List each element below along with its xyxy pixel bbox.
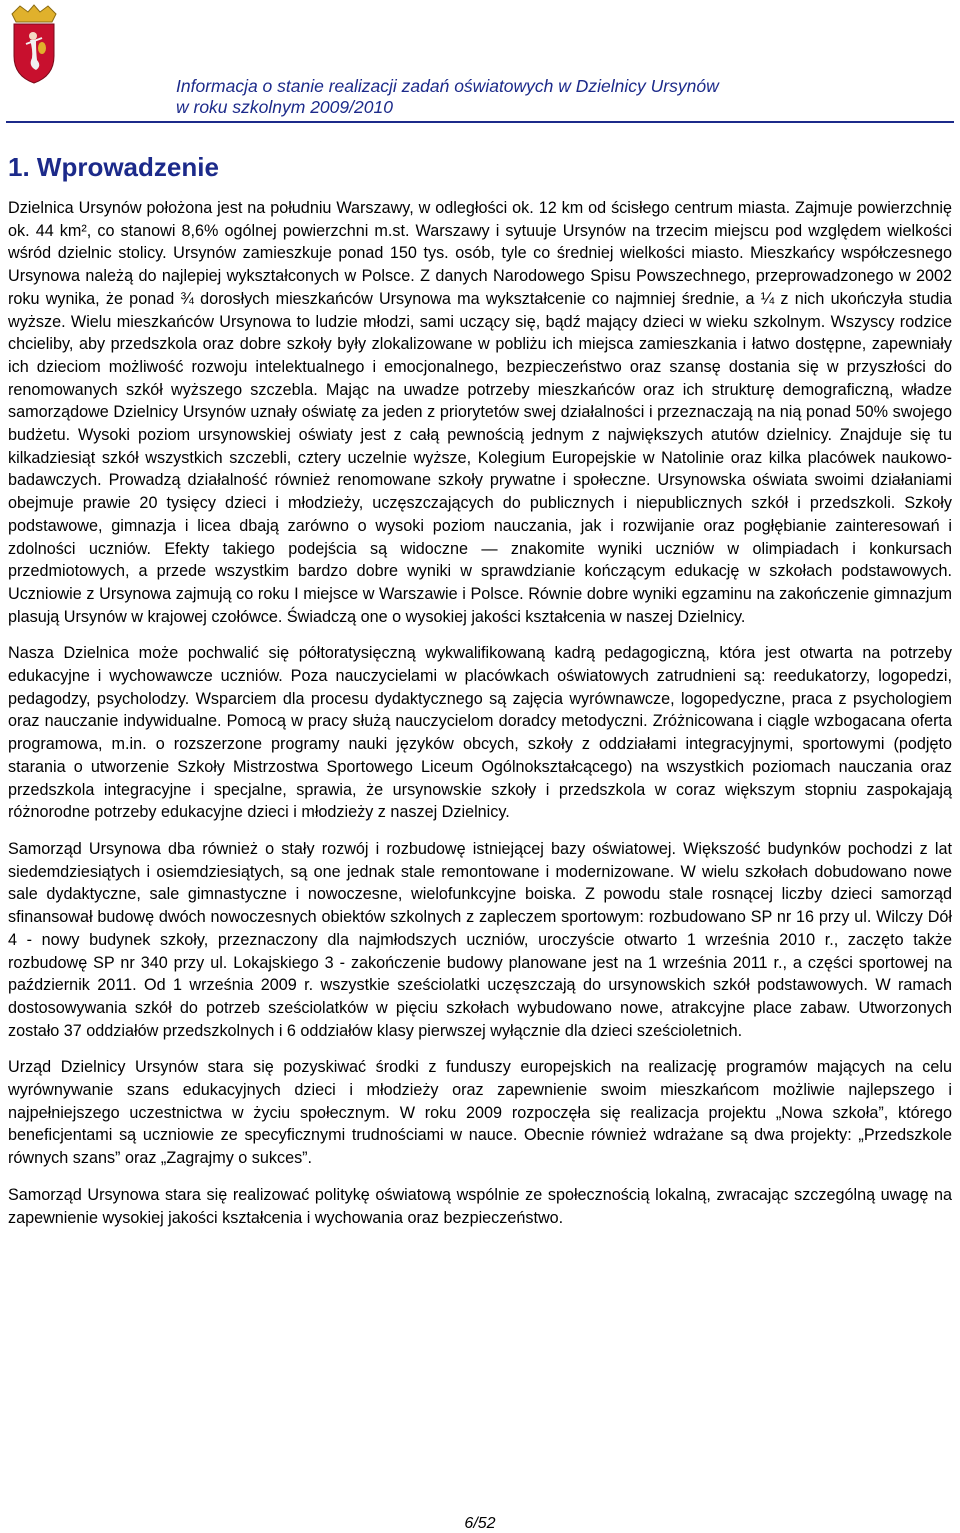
- paragraph-community-policy: Samorząd Ursynowa stara się realizować politykę oświatową wspólnie ze społecznością lokalną, zwracając szczególną uwagę na zapewnienie wysokiej jakości kształcenia i wychowania oraz bezpieczeństwo.: [8, 1185, 952, 1227]
- header-title: Informacja o stanie realizacji zadań oświatowych w Dzielnicy Ursynów: [176, 76, 719, 96]
- main-content: [8, 197, 952, 1243]
- section-title: 1. Wprowadzenie: [8, 152, 219, 182]
- paragraph-eu-funds: Urząd Dzielnicy Ursynów stara się pozyskiwać środki z funduszy europejskich na realizację programów mających na celu wyrównywanie szans edukacyjnych dzieci i młodzieży oraz zapewnienie swoim mieszkańcom możliwie najlepszego i najpełniejszego uczestnictwa w życiu społecznym. W roku 2009 rozpoczęła się realizacja projektu „Nowa szkoła”, którego beneficjentami są uczniowie ze specyficznymi trudnościami w nauce. Obecnie również wdrażane są dwa projekty: „Przedszkole równych szans” oraz „Zagrajmy o sukces”.: [8, 1058, 952, 1168]
- paragraph-teaching-staff: Nasza Dzielnica może pochwalić się półtoratysięczną wykwalifikowaną kadrą pedagogiczną, która jest otwarta na potrzeby edukacyjne i wychowawcze uczniów. Poza nauczycielami w placówkach oświatowych zatrudnieni są: reedukatorzy, logopedzi, pedagodzy, psycholodzy. Wsparciem dla procesu dydaktycznego są zajęcia wyrównawcze, logopedyczne, praca z psychologiem oraz nauczanie indywidualne. Pomocą w pracy służą nauczycielom doradcy metodyczni. Zróżnicowana i ciągle wzbogacana oferta programowa, m.in. o rozszerzone programy nauki języków obcych, szkoły z oddziałami integracyjnymi, sportowymi (podjęto starania o utworzenie Szkoły Mistrzostwa Sportowego Liceum Ogólnokształcącego) na wszystkich poziomach nauczania oraz przedszkola integracyjne i specjalne, sprawia, że ursynowskie szkoły i przedszkola w coraz większym stopniu zaspokajają różnorodne potrzeby edukacyjne dzieci i młodzieży z naszej Dzielnicy.: [8, 644, 952, 822]
- header-school-year: w roku szkolnym 2009/2010: [176, 97, 393, 117]
- paragraph-introduction: Dzielnica Ursynów położona jest na południu Warszawy, w odległości ok. 12 km od ścisłego centrum miasta. Zajmuje powierzchnię ok. 44 km², co stanowi 8,6% ogólnej powierzchni m.st. Warszawy i sytuuje Ursynów na trzecim miejscu pod względem wielkości wśród dzielnic stolicy. Ursynów zamieszkuje ponad 150 tys. osób, tyle co średniej wielkości miasto. Mieszkańcy współczesnego Ursynowa należą do najlepiej wykształconych w Polsce. Z danych Narodowego Spisu Powszechnego, przeprowadzonego w 2002 roku wynika, że ponad ¾ dorosłych mieszkańców Ursynowa ma wykształcenie co najmniej średnie, a ¼ z nich ukończyła studia wyższe. Wielu mieszkańców Ursynowa to ludzie młodzi, sami uczący się, bądź mający dzieci w wieku szkolnym. Wszyscy rodzice chcieliby, aby przedszkola oraz dobre szkoły były zlokalizowane w pobliżu ich miejsca zamieszkania i łatwo dostępne, zapewniały ich dzieciom możliwość rozwoju intelektualnego i emocjonalnego, bezpieczeństwo oraz szansę dostania się w przyszłości do renomowanych szkół wyższego szczebla. Mając na uwadze potrzeby mieszkańców oraz ich strukturę demograficzną, władze samorządowe Dzielnicy Ursynów uznały oświatę za jeden z priorytetów swej działalności i przeznaczają na nią ponad 50% swojego budżetu. Wysoki poziom ursynowskiej oświaty jest z całą pewnością jednym z największych atutów dzielnicy. Znajduje się tu kilkadziesiąt szkół wszystkich szczebli, cztery uczelnie wyższe, Kolegium Europejskie w Natolinie oraz kilka placówek naukowo-badawczych. Prowadzą działalność również renomowane szkoły prywatne i społeczne. Ursynowska oświata swoimi działaniami obejmuje prawie 20 tysięcy dzieci i młodzieży, uczęszczających do publicznych i niepublicznych szkół i przedszkoli. Szkoły podstawowe, gimnazja i licea dbają zarówno o wysoki poziom nauczania, jak i rozwijanie oraz pogłębianie zainteresowań i zdolności uczniów. Efekty takiego podejścia są widoczne — znakomite wyniki uczniów w olimpiadach i konkursach przedmiotowych, a przede wszystkim bardzo dobre wyniki w sprawdzianie kończącym edukację w szkołach podstawowych. Uczniowie z Ursynowa zajmują co roku I miejsce w Warszawie i Polsce. Równie dobre wyniki egzaminu na zakończenie gimnazjum plasują Ursynów w krajowej czołówce. Świadczą one o wysokiej jakości kształcenia w naszej Dzielnicy.: [8, 199, 952, 626]
- warsaw-crest-icon: [6, 4, 62, 84]
- page-number: 6/52: [464, 1515, 496, 1532]
- document-header: [176, 76, 806, 118]
- header-divider: [6, 121, 954, 123]
- paragraph-infrastructure: Samorząd Ursynowa dba również o stały rozwój i rozbudowę istniejącej bazy oświatowej. Większość budynków pochodzi z lat siedemdziesiątych i osiemdziesiątych, są one jednak stale remontowane i modernizowane. W wielu szkołach dobudowano nowe sale dydaktyczne, sale gimnastyczne i nowoczesne, wielofunkcyjne boiska. Z powodu stale rosnącej liczby dzieci samorząd sfinansował budowę dwóch nowoczesnych obiektów szkolnych z zapleczem sportowym: rozbudowano SP nr 16 przy ul. Wilczy Dół 4 - nowy budynek szkoły, przeznaczony dla najmłodszych uczniów, uroczyście otwarto 1 września 2010 r., zaczęto także rozbudowę SP nr 340 przy ul. Lokajskiego 3 - zakończenie budowy planowane jest na 1 września 2011 r., a części sportowej na październik 2011. Od 1 września 2009 r. wszystkie sześciolatki uczęszczają do ursynowskich szkół podstawowych. W ramach dostosowywania szkół do potrzeb sześciolatków w pięciu szkołach wybudowano nowe, atrakcyjne place zabaw. Utworzonych zostało 37 oddziałów przedszkolnych i 6 oddziałów klasy pierwszej wyłącznie dla dzieci sześcioletnich.: [8, 839, 952, 1040]
